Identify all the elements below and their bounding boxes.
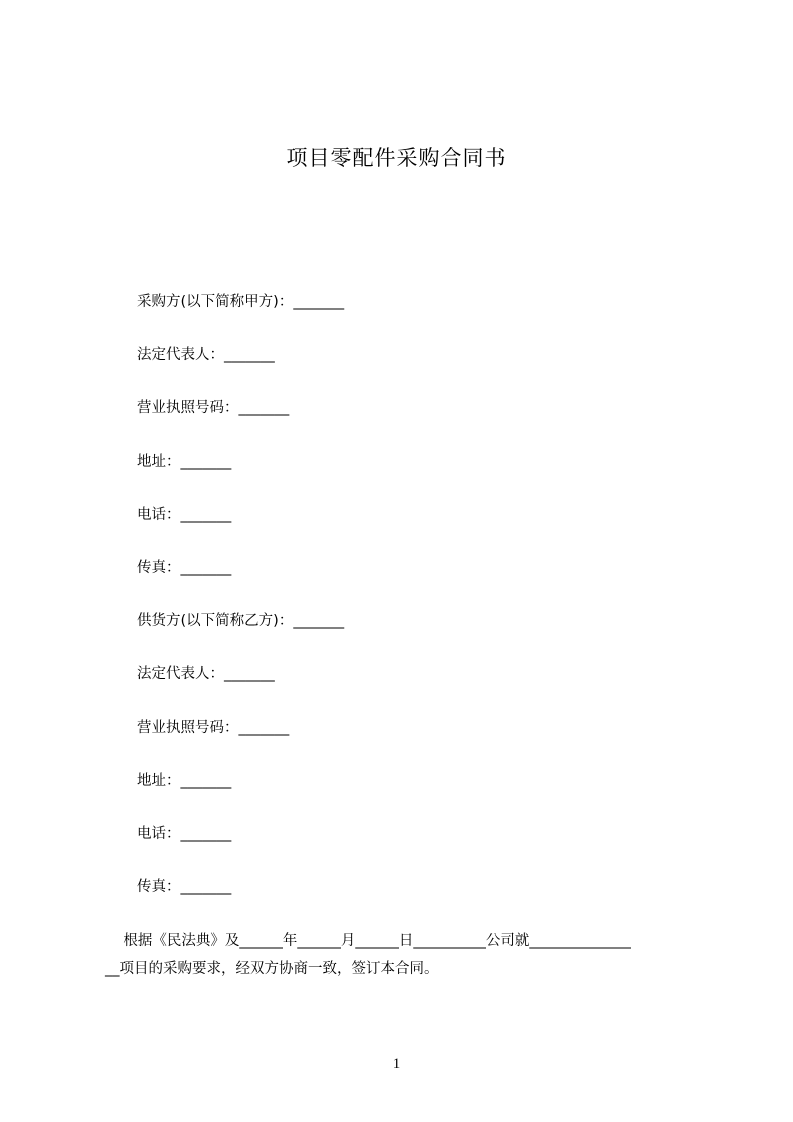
party-a-name-line: 采购方(以下简称甲方)：_______ [137, 294, 345, 310]
party-a-phone-line: 电话：_______ [137, 507, 232, 523]
party-b-license-line: 营业执照号码：_______ [137, 720, 290, 736]
party-b-phone-line: 电话：_______ [137, 826, 232, 842]
party-b-address-line: 地址：_______ [137, 773, 232, 789]
page-number: 1 [392, 1056, 401, 1072]
party-b-name-line: 供货方(以下简称乙方)：_______ [137, 613, 345, 629]
document-title: 项目零配件采购合同书 [286, 146, 507, 170]
party-a-license-line: 营业执照号码：_______ [137, 400, 290, 416]
intro-paragraph-line-2: __项目的采购要求，经双方协商一致，签订本合同。 [105, 961, 439, 977]
party-a-fax-line: 传真：_______ [137, 560, 232, 576]
party-a-rep-line: 法定代表人：_______ [137, 347, 275, 363]
party-b-fax-line: 传真：_______ [137, 879, 232, 895]
party-a-address-line: 地址：_______ [137, 454, 232, 470]
party-b-rep-line: 法定代表人：_______ [137, 666, 275, 682]
intro-paragraph-line-1: 根据《民法典》及______年______月______日__________公司就______________ [105, 933, 631, 949]
